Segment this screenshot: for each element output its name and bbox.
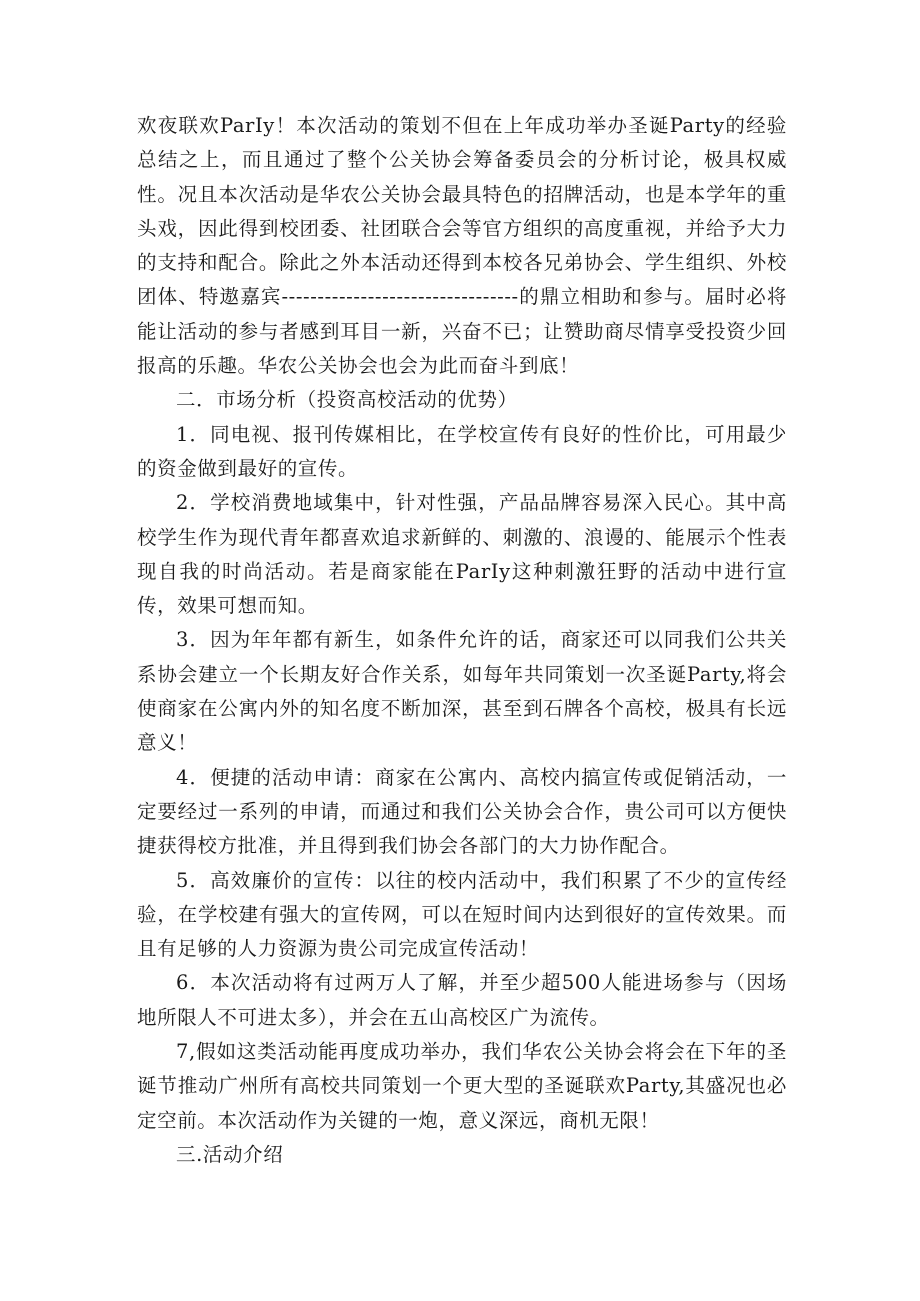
point-paragraph-4: 4．便捷的活动申请：商家在公寓内、高校内搞宣传或促销活动，一定要经过一系列的申请，而通过和我们公关协会合作，贵公司可以方便快捷获得校方批准，并且得到我们协会各部门的大力协作配合。 <box>137 765 787 858</box>
point-paragraph-3: 3．因为年年都有新生，如条件允许的话，商家还可以同我们公共关系协会建立一个长期友好合作关系，如每年共同策划一次圣诞Party,将会使商家在公寓内外的知名度不断加深，甚至到石牌各个高校，极具有长远意义！ <box>137 628 787 755</box>
intro-paragraph: 欢夜联欢ParIy！本次活动的策划不但在上年成功举办圣诞Party的经验总结之上，而且通过了整个公关协会筹备委员会的分析讨论，极具权威性。况且本次活动是华农公关协会最具特色的招牌活动，也是本学年的重头戏，因此得到校团委、社团联合会等官方组织的高度重视，并给予大力的支持和配合。除此之外本活动还得到本校各兄弟协会、学生组织、外校团体、特遨嘉宾---------------------------------的鼎立相助和参与。届时必将能让活动的参与者感到耳目一新，兴奋不已；让赞助商尽情享受投资少回报高的乐趣。华农公关协会也会为此而奋斗到底！ <box>137 114 787 378</box>
document-body <box>137 109 787 1172</box>
section-heading-activity-intro: 三.活动介绍 <box>176 1142 284 1166</box>
point-paragraph-2: 2．学校消费地域集中，针对性强，产品品牌容易深入民心。其中高校学生作为现代青年都喜欢追求新鲜的、刺激的、浪谩的、能展示个性表现自我的时尚活动。若是商家能在ParIy这种刺激狂野的活动中进行宣传，效果可想而知。 <box>137 491 787 618</box>
point-paragraph-7: 7,假如这类活动能再度成功举办，我们华农公关协会将会在下年的圣诞节推动广州所有高校共同策划一个更大型的圣诞联欢Party,其盛况也必定空前。本次活动作为关键的一炮，意义深远，商机无限！ <box>137 1040 787 1132</box>
section-heading-market-analysis: 二．市场分析（投资高校活动的优势） <box>176 388 518 412</box>
point-paragraph-6: 6．本次活动将有过两万人了解，并至少超500人能进场参与（因场地所限人不可进太多），并会在五山高校区广为流传。 <box>137 971 787 1029</box>
point-paragraph-1: 1．同电视、报刊传媒相比，在学校宣传有良好的性价比，可用最少的资金做到最好的宣传。 <box>137 422 787 480</box>
point-paragraph-5: 5．高效廉价的宣传：以往的校内活动中，我们积累了不少的宣传经验，在学校建有强大的宣传网，可以在短时间内达到很好的宣传效果。而且有足够的人力资源为贵公司完成宣传活动！ <box>137 868 787 961</box>
